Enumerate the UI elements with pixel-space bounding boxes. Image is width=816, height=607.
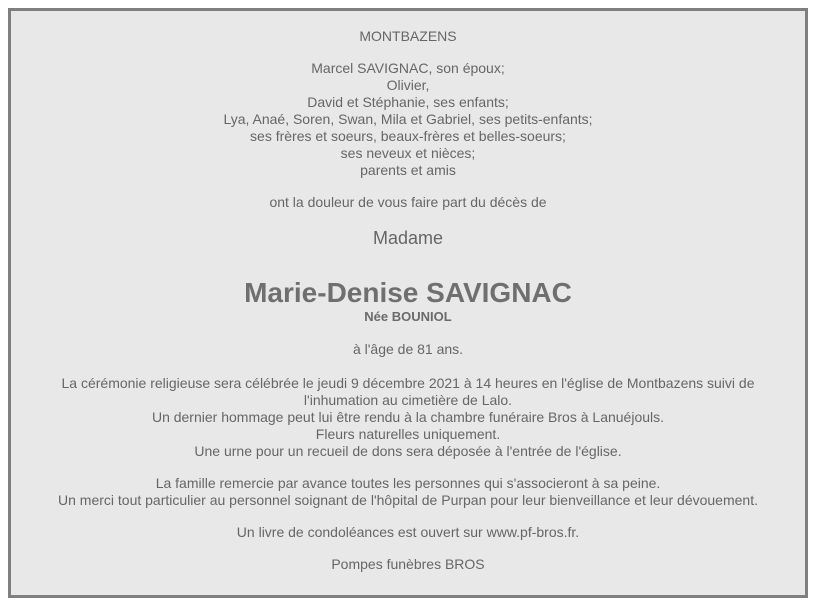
family-line: David et Stéphanie, ses enfants; — [307, 94, 509, 110]
ceremony-line: Un dernier hommage peut lui être rendu à la chambre funéraire Bros à Lanuéjouls. — [151, 409, 665, 425]
thanks-line: La famille remercie par avance toutes les personnes qui s'associeront à sa peine. — [155, 475, 661, 491]
death-notice-card — [8, 8, 808, 598]
family-line: parents et amis — [360, 162, 456, 178]
ceremony-line: Fleurs naturelles uniquement. — [315, 426, 501, 442]
maiden-name: Née BOUNIOL — [364, 309, 452, 324]
town-name: MONTBAZENS — [359, 28, 457, 44]
ceremony-details — [11, 375, 805, 460]
thanks-line: Un merci tout particulier au personnel soignant de l'hôpital de Purpan pour leur bienveillance et leur dévouement. — [58, 492, 758, 508]
deceased-name: Marie-Denise SAVIGNAC — [244, 277, 572, 308]
family-line: Lya, Anaé, Soren, Swan, Mila et Gabriel, ses petits-enfants; — [223, 111, 593, 127]
funeral-home-signature: Pompes funèbres BROS — [331, 556, 485, 572]
thanks-section — [11, 475, 805, 509]
family-line: Marcel SAVIGNAC, son époux; — [311, 60, 505, 76]
announcement-text: ont la douleur de vous faire part du décès de — [269, 194, 547, 210]
family-list — [11, 60, 805, 179]
ceremony-line: La cérémonie religieuse sera célébrée le jeudi 9 décembre 2021 à 14 heures en l'église de Montbazens suivi de l'inhumation au cimetière de Lalo. — [61, 375, 755, 408]
ceremony-line: Une urne pour un recueil de dons sera déposée à l'entrée de l'église. — [194, 443, 622, 459]
family-line: ses neveux et nièces; — [340, 145, 476, 161]
family-line: Olivier, — [386, 77, 430, 93]
honorific: Madame — [372, 228, 444, 248]
age-text: à l'âge de 81 ans. — [352, 341, 464, 357]
condolences-text: Un livre de condoléances est ouvert sur www.pf-bros.fr. — [236, 524, 580, 540]
family-line: ses frères et soeurs, beaux-frères et belles-soeurs; — [250, 128, 566, 144]
